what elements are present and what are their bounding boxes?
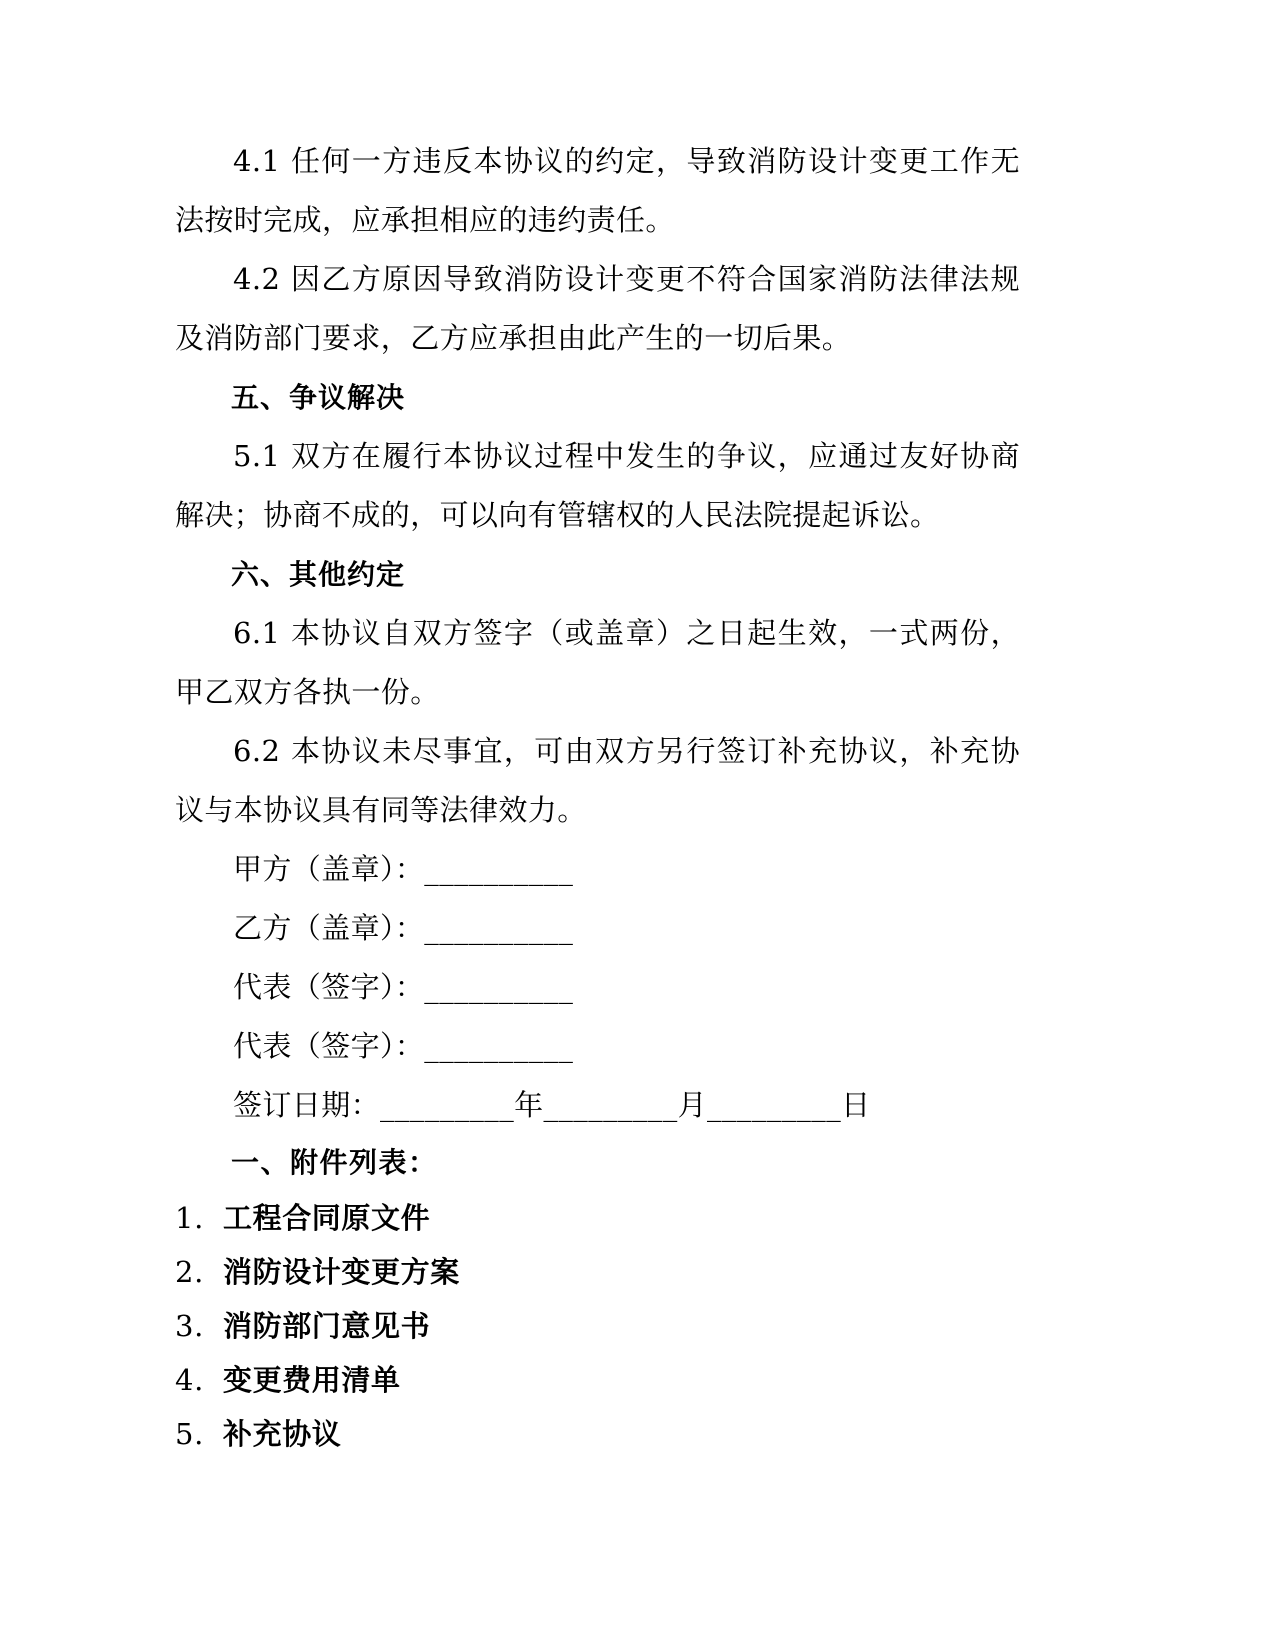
list-item: [175, 1407, 1020, 1461]
party-b-seal-line: 乙方（盖章）：__________: [233, 911, 574, 945]
heading-section-five: 五、争议解决: [231, 381, 406, 414]
list-item: [175, 1191, 1020, 1245]
list-item-label: 变更费用清单: [223, 1363, 401, 1397]
paragraph-4-2: 4.2 因乙方原因导致消防设计变更不符合国家消防法律法规及消防部门要求，乙方应承担由此产生的一切后果。: [175, 262, 1020, 355]
representative-a-signature-line: 代表（签字）：__________: [233, 970, 574, 1004]
paragraph-4-1: 4.1 任何一方违反本协议的约定，导致消防设计变更工作无法按时完成，应承担相应的违约责任。: [175, 144, 1020, 237]
list-item-label: 消防设计变更方案: [223, 1255, 460, 1289]
list-item-label: 消防部门意见书: [223, 1309, 431, 1343]
list-item: [175, 1353, 1020, 1407]
heading-attachment-list: 一、附件列表：: [231, 1146, 438, 1179]
attachment-list: [175, 1191, 1020, 1461]
party-a-seal-line: 甲方（盖章）：__________: [233, 852, 574, 886]
representative-b-signature-line: 代表（签字）：__________: [233, 1029, 574, 1063]
paragraph-6-1: 6.1 本协议自双方签字（或盖章）之日起生效，一式两份，甲乙双方各执一份。: [175, 616, 1020, 709]
list-item: [175, 1299, 1020, 1353]
heading-section-six: 六、其他约定: [231, 558, 406, 591]
signing-date-line: 签订日期：_________年_________月_________日: [233, 1088, 871, 1122]
list-item-label: 补充协议: [223, 1417, 342, 1451]
list-item: [175, 1245, 1020, 1299]
list-item-label: 工程合同原文件: [223, 1201, 431, 1235]
paragraph-6-2: 6.2 本协议未尽事宜，可由双方另行签订补充协议，补充协议与本协议具有同等法律效力。: [175, 734, 1020, 827]
signature-block: [175, 840, 1020, 1135]
document-body: [175, 132, 1020, 1461]
paragraph-5-1: 5.1 双方在履行本协议过程中发生的争议，应通过友好协商解决；协商不成的，可以向有管辖权的人民法院提起诉讼。: [175, 439, 1020, 532]
